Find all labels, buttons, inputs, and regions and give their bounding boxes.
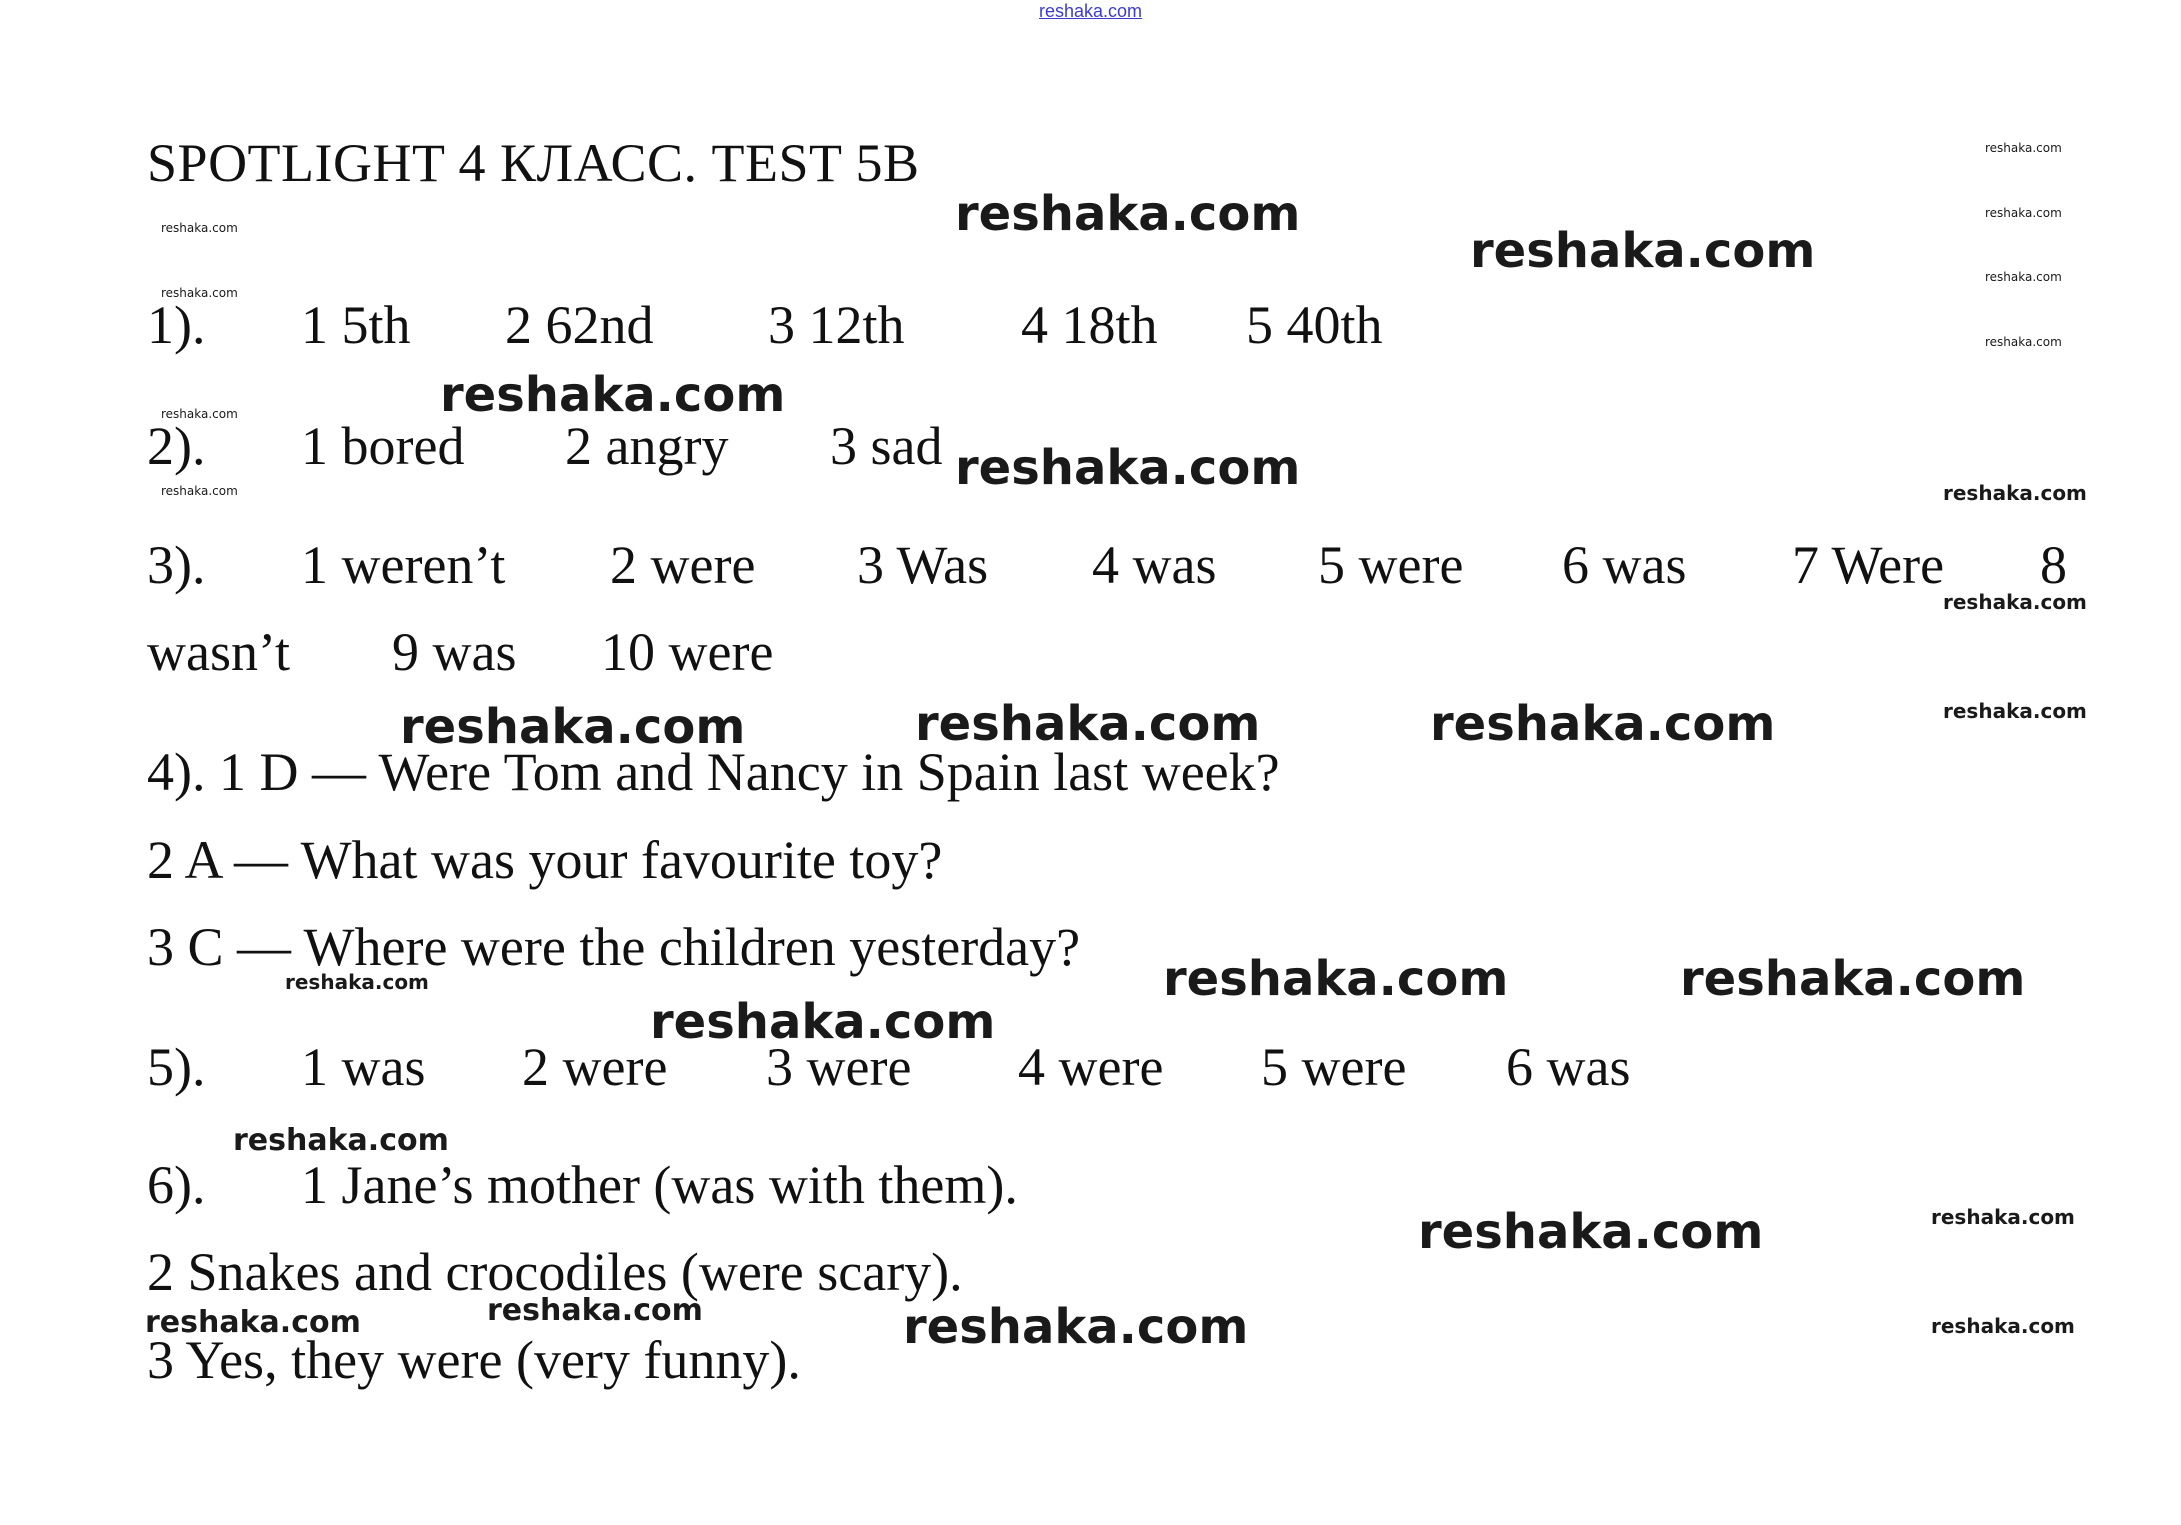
answer-item: 4 18th	[1021, 295, 1158, 355]
watermark: reshaka.com	[1163, 951, 1509, 1007]
answer-item: 3 sad	[830, 416, 943, 476]
answer-item: 1 was	[301, 1037, 426, 1097]
watermark: reshaka.com	[1430, 696, 1776, 752]
answer-item: 6 was	[1562, 535, 1687, 595]
watermark: reshaka.com	[1931, 1314, 2075, 1338]
answer-number: 2).	[147, 416, 206, 476]
watermark: reshaka.com	[955, 186, 1301, 242]
answer-number: 3).	[147, 535, 206, 595]
watermark: reshaka.com	[1680, 951, 2026, 1007]
answer-4-line-1: 4). 1 D — Were Tom and Nancy in Spain last week?	[147, 742, 1280, 802]
watermark: reshaka.com	[1985, 270, 2062, 284]
watermark: reshaka.com	[903, 1299, 1249, 1355]
answer-item: 2 were	[522, 1037, 668, 1097]
answer-item: 1 5th	[301, 295, 411, 355]
watermark: reshaka.com	[440, 367, 786, 423]
answer-item: 6 was	[1506, 1037, 1631, 1097]
watermark: reshaka.com	[650, 994, 996, 1050]
answer-item: 2 angry	[565, 416, 729, 476]
answer-item: 10 were	[601, 622, 774, 682]
answer-item: 3 12th	[768, 295, 905, 355]
answer-item: 1 Jane’s mother (was with them).	[301, 1155, 1018, 1215]
page-title: SPOTLIGHT 4 КЛАСС. TEST 5B	[147, 133, 920, 193]
answer-item: 2 62nd	[505, 295, 654, 355]
watermark: reshaka.com	[161, 407, 238, 421]
watermark: reshaka.com	[1418, 1204, 1764, 1260]
watermark: reshaka.com	[1943, 590, 2087, 614]
watermark: reshaka.com	[915, 696, 1261, 752]
top-watermark-link[interactable]: reshaka.com	[1038, 1, 1143, 21]
watermark: reshaka.com	[955, 440, 1301, 496]
answer-item: 4 were	[1018, 1037, 1164, 1097]
watermark: reshaka.com	[1943, 699, 2087, 723]
watermark: reshaka.com	[1985, 141, 2062, 155]
watermark: reshaka.com	[1931, 1205, 2075, 1229]
answer-number: 6).	[147, 1155, 206, 1215]
answer-item: 5 40th	[1246, 295, 1383, 355]
answer-item: 5 were	[1318, 535, 1464, 595]
watermark: reshaka.com	[145, 1305, 361, 1340]
watermark: reshaka.com	[1470, 223, 1816, 279]
answer-4-line-3: 3 C — Where were the children yesterday?	[147, 917, 1081, 977]
answer-number: 1).	[147, 295, 206, 355]
watermark: reshaka.com	[161, 221, 238, 235]
answer-6-line-2: 2 Snakes and crocodiles (were scary).	[147, 1242, 963, 1302]
answer-item: 8	[2040, 535, 2067, 595]
answer-number: 5).	[147, 1037, 206, 1097]
answer-item: wasn’t	[147, 622, 290, 682]
answer-item: 3 were	[766, 1037, 912, 1097]
watermark: reshaka.com	[400, 699, 746, 755]
answer-item: 2 were	[610, 535, 756, 595]
watermark: reshaka.com	[1943, 481, 2087, 505]
watermark: reshaka.com	[1985, 206, 2062, 220]
answer-item: 9 was	[392, 622, 517, 682]
watermark: reshaka.com	[1985, 335, 2062, 349]
answer-6-line-3: 3 Yes, they were (very funny).	[147, 1330, 801, 1390]
answer-item: 7 Were	[1792, 535, 1945, 595]
answer-item: 1 bored	[301, 416, 465, 476]
watermark: reshaka.com	[285, 970, 429, 994]
answer-4-line-2: 2 A — What was your favourite toy?	[147, 830, 943, 890]
answer-item: 5 were	[1261, 1037, 1407, 1097]
watermark: reshaka.com	[161, 286, 238, 300]
answer-item: 3 Was	[857, 535, 989, 595]
watermark: reshaka.com	[487, 1293, 703, 1328]
answer-item: 1 weren’t	[301, 535, 506, 595]
watermark: reshaka.com	[161, 484, 238, 498]
watermark: reshaka.com	[233, 1123, 449, 1158]
answer-item: 4 was	[1092, 535, 1217, 595]
